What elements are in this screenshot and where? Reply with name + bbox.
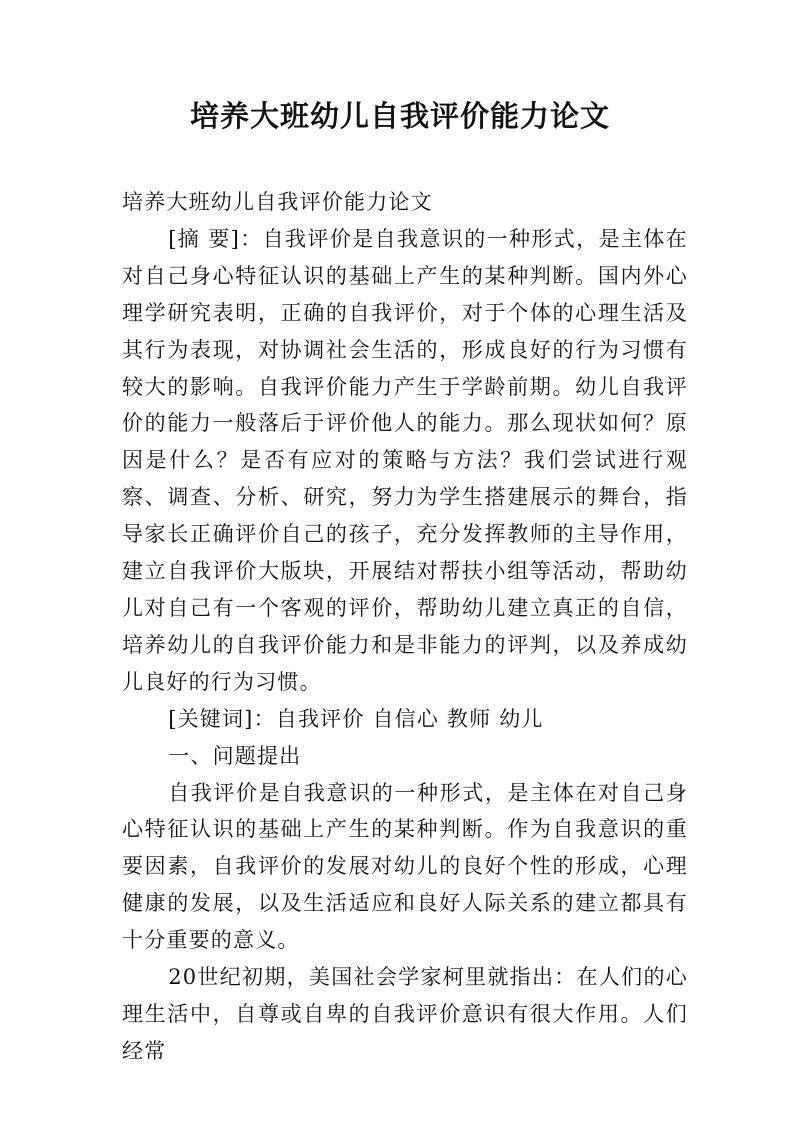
body-paragraph: 20世纪初期，美国社会学家柯里就指出：在人们的心理生活中，自尊或自卑的自我评价意识有很大作用。人们经常 [122,965,688,1063]
document-title: 培养大班幼儿自我评价能力论文 [189,99,610,133]
section-heading: 一、问题提出 [168,743,302,768]
subtitle-paragraph: 培养大班幼儿自我评价能力论文 [122,190,433,214]
document-body [122,184,688,1070]
keywords-paragraph: [关键词]：自我评价 自信心 教师 幼儿 [168,706,544,731]
abstract-paragraph: [摘 要]：自我评价是自我意识的一种形式，是主体在对自己身心特征认识的基础上产生的某种判断。国内外心理学研究表明，正确的自我评价，对于个体的心理生活及其行为表现，对协调社会生活的，形成良好的行为习惯有较大的影响。自我评价能力产生于学龄前期。幼儿自我评价的能力一般落后于评价他人的能力。那么现状如何？原因是什么？是否有应对的策略与方法？我们尝试进行观察、调查、分析、研究，努力为学生搭建展示的舞台，指导家长正确评价自己的孩子，充分发挥教师的主导作用，建立自我评价大版块，开展结对帮扶小组等活动，帮助幼儿对自己有一个客观的评价，帮助幼儿建立真正的自信，培养幼儿的自我评价能力和是非能力的评判，以及养成幼儿良好的行为习惯。 [122,226,688,694]
body-paragraph: 自我评价是自我意识的一种形式，是主体在对自己身心特征认识的基础上产生的某种判断。作为自我意识的重要因素，自我评价的发展对幼儿的良好个性的形成，心理健康的发展，以及生活适应和良好人际关系的建立都具有十分重要的意义。 [122,780,688,953]
